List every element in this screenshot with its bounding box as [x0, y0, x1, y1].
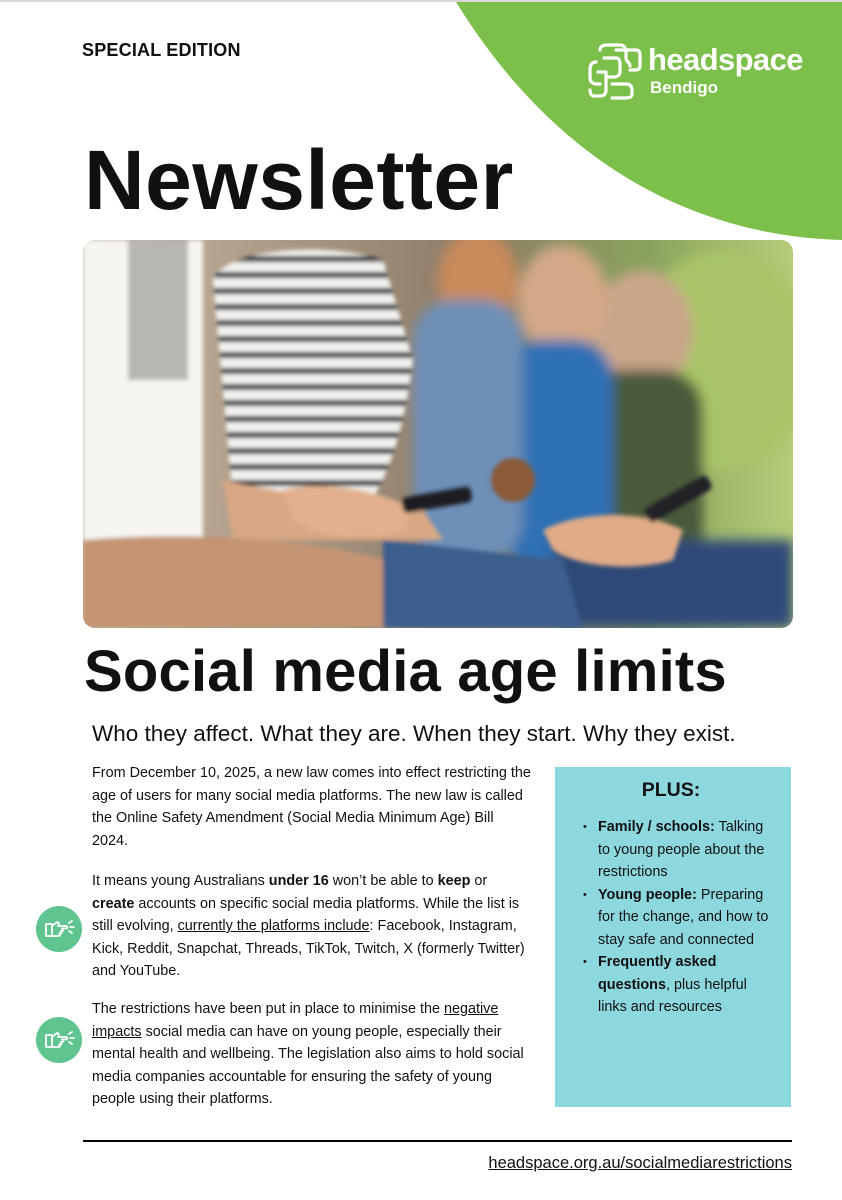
text-run: social media can have on young people, especially their mental health and wellbeing. The legislation also aims to hold social media companies accountable for ensuring the safety of young people using their platforms.: [92, 1023, 524, 1107]
item-heading: Young people:: [598, 886, 697, 903]
platforms-paragraph: [92, 870, 532, 983]
footer-website-link[interactable]: headspace.org.au/socialmediarestrictions: [488, 1154, 792, 1172]
item-heading: Frequently asked questions: [598, 954, 717, 993]
pointing-hand-icon: [36, 906, 82, 952]
teens-using-phones-photo: [83, 240, 793, 628]
logo-name: headspace: [648, 42, 803, 77]
bold-keep: keep: [437, 873, 471, 889]
platforms-link[interactable]: currently the platforms include: [177, 918, 370, 934]
plus-list: [577, 816, 779, 1019]
item-heading: Family / schools:: [598, 819, 715, 835]
article-headline: Social media age limits: [84, 639, 727, 704]
special-edition-label: SPECIAL EDITION: [82, 40, 241, 60]
text-run: The restrictions have been put in place to minimise the: [92, 1001, 444, 1017]
negative-impacts-link[interactable]: negative impacts: [92, 1001, 499, 1040]
plus-box: [555, 767, 791, 1107]
list-item: [577, 884, 779, 952]
item-text: Preparing for the change, and how to stay safe and connected: [598, 886, 769, 948]
article-subheading: Who they affect. What they are. When they start. Why they exist.: [92, 721, 736, 746]
reasons-paragraph: [92, 998, 532, 1111]
headspace-logo-icon: [586, 42, 642, 100]
intro-paragraph: From December 10, 2025, a new law comes into effect restricting the age of users for many social media platforms. The new law is called the Online Safety Amendment (Social Media Minimum Age) Bill 2024.: [92, 765, 531, 849]
item-text: , plus helpful links and resources: [598, 976, 747, 1015]
pointing-hand-icon: [36, 1017, 82, 1063]
headspace-logo[interactable]: [586, 42, 803, 100]
newsletter-masthead: Newsletter: [84, 133, 514, 227]
logo-location: Bendigo: [650, 78, 718, 97]
bold-under-16: under 16: [268, 873, 329, 889]
text-run: : Facebook, Instagram, Kick, Reddit, Snapchat, Threads, TikTok, Twitch, X (formerly Twitter) and YouTube.: [92, 918, 525, 979]
item-text: Talking to young people about the restrictions: [598, 819, 765, 880]
bold-create: create: [92, 895, 135, 912]
text-run: It means young Australians: [92, 873, 269, 889]
text-run: won’t be able to: [328, 873, 438, 889]
list-item: [577, 816, 779, 884]
text-run: accounts on specific social media platforms. While the list is still evolving,: [92, 895, 520, 934]
footer-divider: [83, 1140, 792, 1142]
list-item: [577, 951, 779, 1019]
plus-title: PLUS:: [641, 779, 701, 801]
text-run: or: [470, 873, 488, 889]
